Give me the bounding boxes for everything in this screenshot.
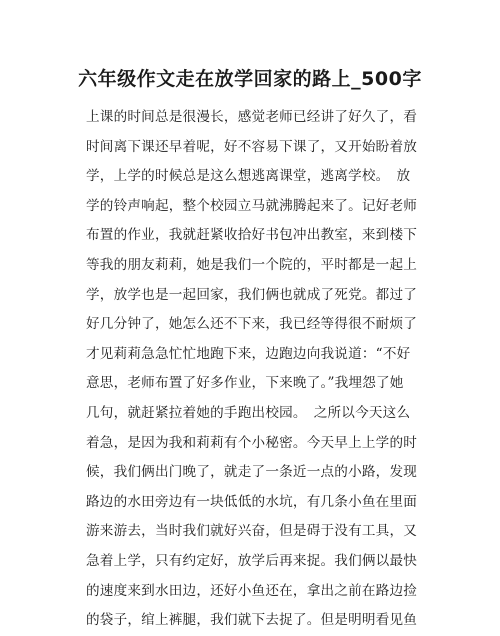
text-line: 的速度来到水田边，还好小鱼还在，拿出之前在路边捡 (86, 582, 418, 599)
essay-body (86, 103, 426, 636)
text-line: 上课的时间总是很漫长，感觉老师已经讲了好久了，看 (86, 109, 418, 125)
text-line: 时间离下课还早着呢，好不容易下课了，又开始盼着放 (86, 138, 418, 155)
text-line: 的袋子，绾上裤腿，我们就下去捉了。但是明明看见鱼 (86, 612, 418, 629)
text-line: 路边的水田旁边有一块低低的水坑，有几条小鱼在里面 (86, 493, 418, 510)
text-line: 好几分钟了，她怎么还不下来，我已经等得很不耐烦了 (86, 316, 418, 333)
text-line: 游来游去，当时我们就好兴奋，但是碍于没有工具，又 (86, 523, 418, 540)
text-line: 学，放学也是一起回家，我们俩也就成了死党。都过了 (86, 286, 418, 303)
text-line: 着急，是因为我和莉莉有个小秘密。今天早上上学的时 (86, 434, 418, 451)
text-line: 学，上学的时候总是这么想逃离课堂，逃离学校。 放 (86, 168, 411, 185)
text-line: 急着上学，只有约定好，放学后再来捉。我们俩以最快 (86, 552, 418, 569)
text-line: 等我的朋友莉莉，她是我们一个院的，平时都是一起上 (86, 256, 418, 273)
text-line: 布置的作业，我就赶紧收拾好书包冲出教室，来到楼下 (86, 227, 418, 244)
text-line: 几句，就赶紧拉着她的手跑出校园。 之所以今天这么 (86, 404, 411, 421)
text-line: 意思，老师布置了好多作业，下来晚了。”我埋怨了她 (86, 375, 404, 392)
text-line: 候，我们俩出门晚了，就走了一条近一点的小路，发现 (86, 464, 418, 481)
document-title: 六年级作文走在放学回家的路上_500字 (78, 68, 422, 90)
text-line: 学的铃声响起，整个校园立马就沸腾起来了。记好老师 (86, 197, 418, 214)
text-line: 才见莉莉急急忙忙地跑下来，边跑边向我说道：“不好 (86, 345, 411, 362)
